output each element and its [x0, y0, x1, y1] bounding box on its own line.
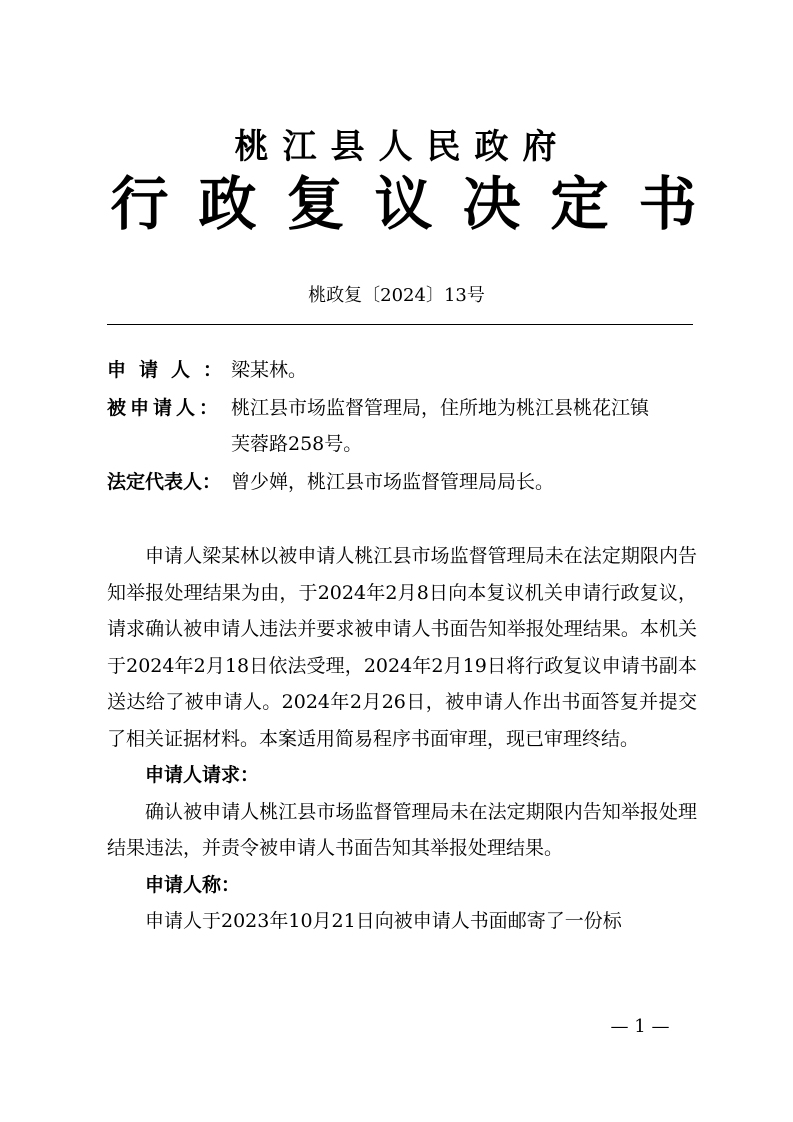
applicant-value: 梁某林。: [231, 359, 308, 381]
respondent-value-line1: 桃江县市场监督管理局，住所地为桃江县桃花江镇: [231, 397, 650, 419]
legal-representative-value: 曾少婵，桃江县市场监督管理局局长。: [231, 471, 555, 493]
claim-paragraph: 申请人于2023年10月21日向被申请人书面邮寄了一份标: [145, 910, 622, 932]
applicant-row: [107, 352, 707, 388]
respondent-value-line2: 芙蓉路258号。: [231, 433, 363, 455]
request-heading: 申请人请求：: [145, 764, 260, 786]
document-title: 行政复议决定书: [110, 170, 727, 238]
request-paragraph: 确认被申请人桃江县市场监督管理局未在法定期限内告知举报处理结果违法，并责令被申请人书面告知其举报处理结果。: [107, 800, 697, 859]
respondent-label: 被申请人：: [107, 397, 223, 419]
header-divider: [107, 324, 693, 325]
applicant-label: 申请人：: [107, 359, 236, 381]
document-number: 桃政复〔2024〕13号: [308, 285, 485, 306]
page-number: — 1 —: [610, 1016, 670, 1037]
document-body: [107, 538, 697, 940]
intro-paragraph: 申请人梁某林以被申请人桃江县市场监督管理局未在法定期限内告知举报处理结果为由，于2024年2月8日向本复议机关申请行政复议，请求确认被申请人违法并要求被申请人书面告知举报处理结果。本机关于2024年2月18日依法受理，2024年2月19日将行政复议申请书副本送达给了被申请人。2024年2月26日，被申请人作出书面答复并提交了相关证据材料。本案适用简易程序书面审理，现已审理终结。: [107, 545, 697, 750]
legal-representative-label: 法定代表人：: [107, 471, 222, 493]
issuer-name: 桃江县人民政府: [234, 127, 571, 167]
claim-heading: 申请人称：: [145, 873, 241, 896]
respondent-row: [107, 390, 707, 462]
legal-representative-row: [107, 464, 707, 500]
